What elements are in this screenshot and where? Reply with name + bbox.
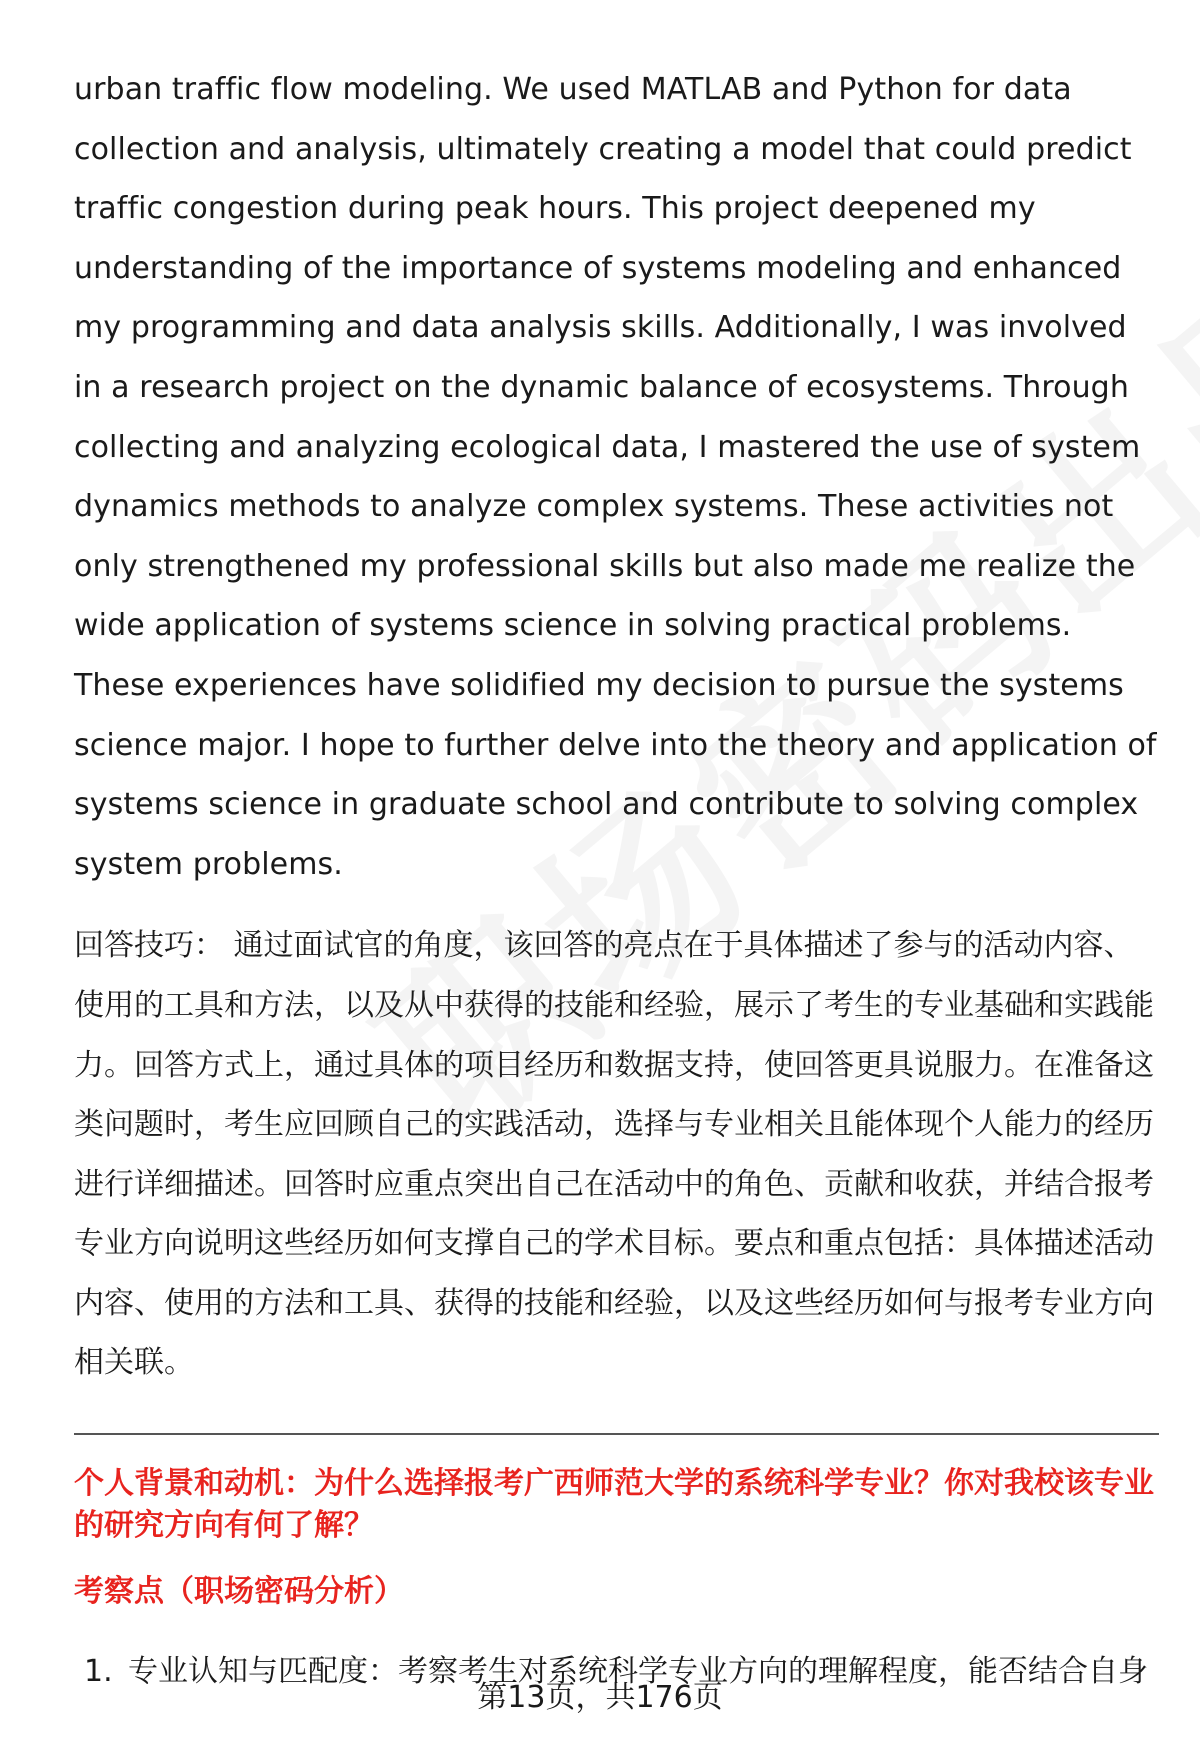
answer-english-paragraph: urban traffic flow modeling. We used MATLAB and Python for data collection and analysis, ultimately creating a model that could predict traffic congestion during peak hours. This project deepened my understanding of the importance of systems modeling and enhanced my programming and data analysis skills. Additionally, I was involved in a research project on the dynamic balance of ecosystems. Through collecting and analyzing ecological data, I mastered the use of system dynamics methods to analyze complex systems. These activities not only strengthened my professional skills but also made me realize the wide application of systems science in solving practical problems. These experiences have solidified my decision to pursue the systems science major. I hope to further delve into the theory and application of systems science in graduate school and contribute to solving complex system problems. bbox=[74, 72, 1157, 882]
question-title: 个人背景和动机：为什么选择报考广西师范大学的系统科学专业？你对我校该专业的研究方向有何了解？ bbox=[74, 1466, 1154, 1544]
page-number-footer: 第13页，共176页 bbox=[477, 1680, 723, 1715]
list-item-number: 1. bbox=[84, 1654, 113, 1690]
section-divider bbox=[74, 1433, 1159, 1435]
answer-tip-paragraph: 回答技巧： 通过面试官的角度，该回答的亮点在于具体描述了参与的活动内容、使用的工具和方法，以及从中获得的技能和经验，展示了考生的专业基础和实践能力。回答方式上，通过具体的项目经历和数据支持，使回答更具说服力。在准备这类问题时，考生应回顾自己的实践活动，选择与专业相关且能体现个人能力的经历进行详细描述。回答时应重点突出自己在活动中的角色、贡献和收获，并结合报考专业方向说明这些经历如何支撑自己的学术目标。要点和重点包括：具体描述活动内容、使用的方法和工具、获得的技能和经验，以及这些经历如何与报考专业方向相关联。 bbox=[74, 928, 1154, 1381]
page-content bbox=[74, 60, 1159, 1693]
list-item-text: 专业认知与匹配度：考察考生对系统科学专业方向的理解程度，能否结合自身 bbox=[128, 1654, 1148, 1690]
analysis-heading: 考察点（职场密码分析） bbox=[74, 1574, 404, 1610]
